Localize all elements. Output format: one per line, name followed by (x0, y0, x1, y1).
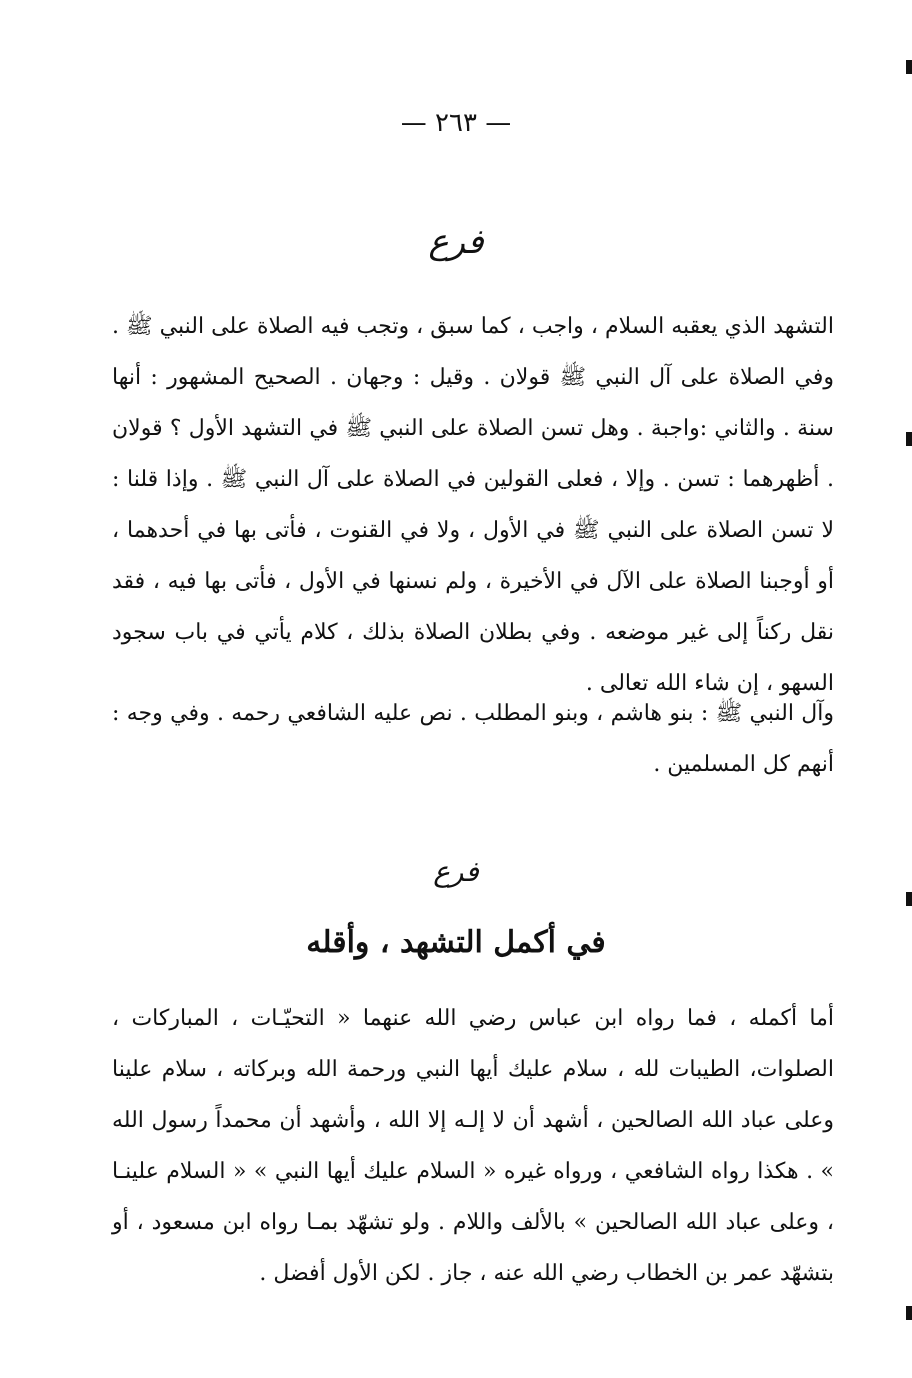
section-heading: فرع (428, 222, 484, 262)
scan-edge-mark (906, 1306, 912, 1320)
scan-edge-mark (906, 892, 912, 906)
page-number: — ٢٦٣ — (400, 108, 512, 138)
section-subheading: في أكمل التشهد ، وأقله (306, 925, 606, 960)
scan-edge-mark (906, 60, 912, 74)
paragraph: وآل النبي ﷺ : بنو هاشم ، وبنو المطلب . نص عليه الشافعي رحمه . وفي وجه : أنهم كل المسلمين . (112, 701, 834, 777)
paragraph: أما أكمله ، فما رواه ابن عباس رضي الله عنهما « التحيّـات ، المباركات ، الصلوات، الطيبات لله ، سلام عليك أيها النبي ورحمة الله وبركاته ، سلام علينا وعلى عباد الله الصالحين ، أشهد أن لا إلـه إلا الله ، وأشهد أن محمداً رسول الله » . هكذا رواه الشافعي ، ورواه غيره « السلام عليك أيها النبي » « السلام علينـا ، وعلى عباد الله الصالحين » بالألف واللام . ولو تشهّد بمـا رواه ابن مسعود ، أو بتشهّد عمر بن الخطاب رضي الله عنه ، جاز . لكن الأول أفضل . (112, 1006, 834, 1286)
section-heading: فرع (433, 855, 479, 888)
paragraph: التشهد الذي يعقبه السلام ، واجب ، كما سبق ، وتجب فيه الصلاة على النبي ﷺ . وفي الصلاة على آل النبي ﷺ قولان . وقيل : وجهان . الصحيح المشهور : أنها سنة . والثاني :واجبة . وهل تسن الصلاة على النبي ﷺ في التشهد الأول ؟ قولان . أظهرهما : تسن . وإلا ، فعلى القولين في الصلاة على آل النبي ﷺ . وإذا قلنا : لا تسن الصلاة على النبي ﷺ في الأول ، ولا في القنوت ، فأتى بها في أحدهما ، أو أوجبنا الصلاة على الآل في الأخيرة ، ولم نسنها في الأول ، فأتى بها فيه ، فقد نقل ركناً إلى غير موضعه . وفي بطلان الصلاة بذلك ، كلام يأتي في باب سجود السهو ، إن شاء الله تعالى . (112, 314, 835, 696)
scan-edge-mark (906, 432, 912, 446)
